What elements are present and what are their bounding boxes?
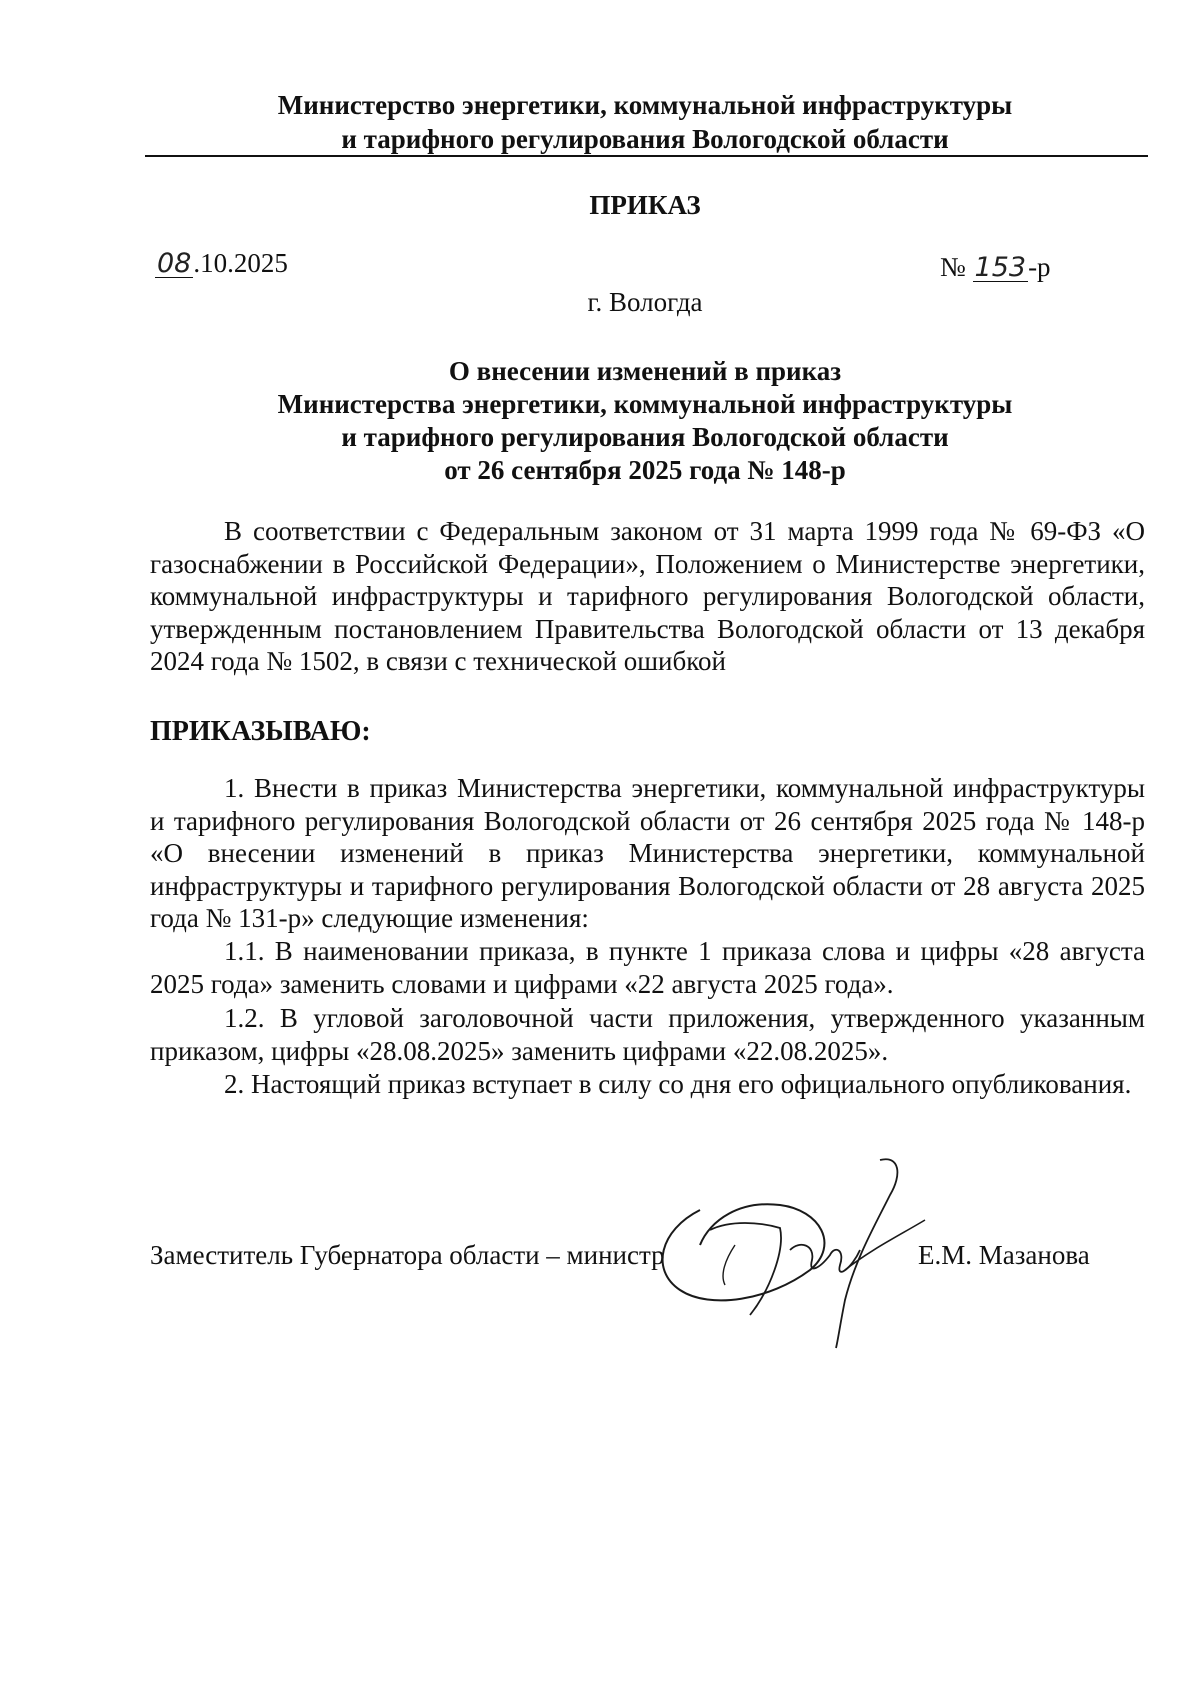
item-1-1-paragraph: 1.1. В наименовании приказа, в пункте 1 приказа слова и цифры «28 августа 2025 года» заменить словами и цифрами «22 августа 2025 года». <box>150 936 1145 999</box>
order-number <box>940 250 1051 285</box>
signatory-name: Е.М. Мазанова <box>918 1240 1090 1270</box>
order-city: г. Вологда <box>587 287 703 317</box>
subject-line-2: Министерства энергетики, коммунальной инфраструктуры <box>277 389 1013 419</box>
subject-line-3: и тарифного регулирования Вологодской области <box>341 422 949 452</box>
number-handwritten: 153 <box>974 252 1027 283</box>
date-month-year: .10.2025 <box>193 248 288 278</box>
subject-line-1: О внесении изменений в приказ <box>448 356 842 386</box>
number-suffix: -р <box>1028 252 1051 282</box>
item-1-2-paragraph: 1.2. В угловой заголовочной части приложения, утвержденного указанным приказом, цифры «28.08.2025» заменить цифрами «22.08.2025». <box>150 1003 1145 1066</box>
date-day-handwritten: 08 <box>157 248 192 279</box>
number-sign: № <box>940 252 966 282</box>
signatory-position: Заместитель Губернатора области – министр <box>150 1240 665 1270</box>
preamble-paragraph: В соответствии с Федеральным законом от 31 марта 1999 года № 69-ФЗ «О газоснабжении в Российской Федерации», Положением о Министерстве энергетики, коммунальной инфраструктуры и тарифного регулирования Вологодской области, утвержденным постановлением Правительства Вологодской области от 13 декабря 2024 года № 1502, в связи с технической ошибкой <box>150 516 1145 676</box>
item-1-paragraph: 1. Внести в приказ Министерства энергетики, коммунальной инфраструктуры и тарифного регулирования Вологодской области от 26 сентября 2025 года № 148-р «О внесении изменений в приказ Министерства энергетики, коммунальной инфраструктуры и тарифного регулирования Вологодской области от 28 августа 2025 года № 131-р» следующие изменения: <box>150 773 1145 933</box>
order-date <box>155 246 288 281</box>
ministry-header <box>145 88 1145 156</box>
header-divider <box>145 155 1148 157</box>
orders-word: ПРИКАЗЫВАЮ: <box>150 716 371 747</box>
handwritten-signature <box>640 1150 940 1350</box>
ministry-line-2: и тарифного регулирования Вологодской области <box>341 124 949 154</box>
order-title: ПРИКАЗ <box>589 190 701 220</box>
order-subject <box>145 355 1145 487</box>
subject-line-4: от 26 сентября 2025 года № 148-р <box>444 455 846 485</box>
item-2-paragraph: 2. Настоящий приказ вступает в силу со дня его официального опубликования. <box>224 1069 1132 1099</box>
ministry-line-1: Министерство энергетики, коммунальной инфраструктуры <box>277 90 1013 120</box>
